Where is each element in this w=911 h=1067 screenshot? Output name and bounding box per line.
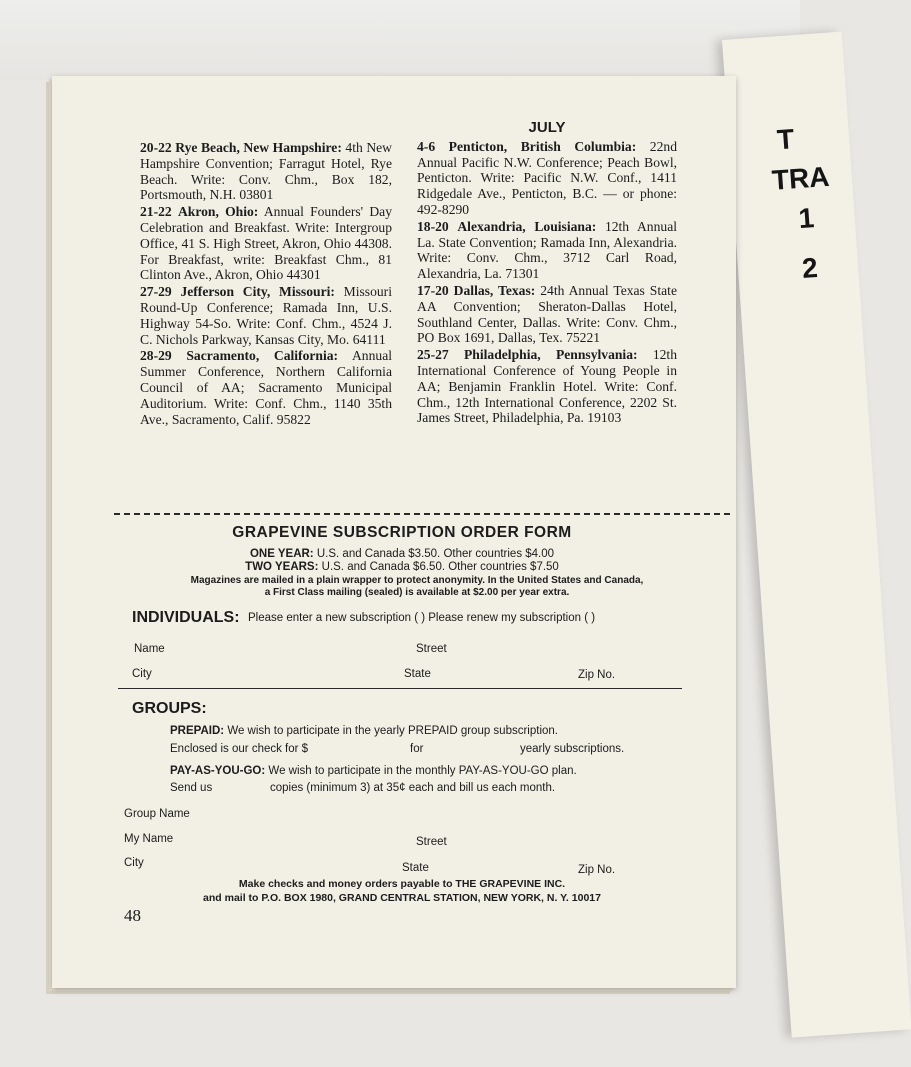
event-entry: 25-27 Philadelphia, Pennsylvania: 12th International Conference of Young People in AA; Benjamin Franklin Hotel. Write: Conf. Chm., 12th International Conference, 2202 St. James Street, Philadelphia, Pa. 19103 xyxy=(417,347,677,426)
enclosed-text: Enclosed is our check for $ xyxy=(170,743,309,755)
copies-text: copies (minimum 3) at 35¢ each and bill us each month. xyxy=(270,782,556,794)
zip-field-label[interactable]: Zip No. xyxy=(578,669,616,681)
form-title: GRAPEVINE SUBSCRIPTION ORDER FORM xyxy=(232,524,572,541)
send-us-text: Send us xyxy=(170,782,213,794)
rate-two-years: TWO YEARS: U.S. and Canada $6.50. Other countries $7.50 xyxy=(245,561,559,573)
state-field-label[interactable]: State xyxy=(404,668,431,680)
book-page xyxy=(52,76,736,988)
payable-note: Make checks and money orders payable to THE GRAPEVINE INC. xyxy=(238,878,566,890)
events-column-left xyxy=(140,140,392,428)
prepaid-option[interactable]: PREPAID: We wish to participate in the yearly PREPAID group subscription. xyxy=(170,725,558,737)
name-field-label[interactable]: Name xyxy=(134,643,165,655)
section-rule xyxy=(118,688,682,689)
groups-heading: GROUPS: xyxy=(132,700,207,717)
zip2-label[interactable]: Zip No. xyxy=(578,864,616,876)
group-name-label[interactable]: Group Name xyxy=(124,808,190,820)
facing-page-text: T xyxy=(776,123,796,156)
my-name-label[interactable]: My Name xyxy=(124,833,174,845)
street2-label[interactable]: Street xyxy=(416,836,447,848)
street-field-label[interactable]: Street xyxy=(416,643,447,655)
event-entry: 21-22 Akron, Ohio: Annual Founders' Day Celebration and Breakfast. Write: Intergroup Office, 41 S. High Street, Akron, Ohio 44308. For Breakfast, write: Breakfast Chm., 81 Clinton Ave., Akron, Ohio 44301 xyxy=(140,204,392,283)
individuals-options[interactable]: Please enter a new subscription ( ) Please renew my subscription ( ) xyxy=(248,612,596,624)
facing-page-text: TRA xyxy=(770,160,831,196)
for-text: for xyxy=(410,743,424,755)
facing-page-text: 2 xyxy=(801,251,819,284)
mailing-address: and mail to P.O. BOX 1980, GRAND CENTRAL STATION, NEW YORK, N. Y. 10017 xyxy=(203,892,601,904)
event-entry: 4-6 Penticton, British Columbia: 22nd Annual Pacific N.W. Conference; Peach Bowl, Penticton. Write: Pacific N.W. Conf., 1411 Ridgedale Ave., Penticton, B.C. — or phone: 492-8290 xyxy=(417,138,677,217)
event-entry: 18-20 Alexandria, Louisiana: 12th Annual La. State Convention; Ramada Inn, Alexandria. Write: Conv. Chm., 3712 Carl Road, Alexandria, La. 71301 xyxy=(417,218,678,282)
cut-line xyxy=(114,513,730,515)
city-field-label[interactable]: City xyxy=(132,668,152,680)
event-entry: 28-29 Sacramento, California: Annual Summer Conference, Northern California Council of AA; Sacramento Municipal Auditorium. Write: Conf. Chm., 1140 35th Ave., Sacramento, Calif. 95822 xyxy=(140,348,393,427)
page-number: 48 xyxy=(124,906,141,925)
month-heading: JULY xyxy=(528,119,566,136)
rate-one-year: ONE YEAR: U.S. and Canada $3.50. Other countries $4.00 xyxy=(249,548,555,560)
background xyxy=(0,0,800,80)
event-entry: 17-20 Dallas, Texas: 24th Annual Texas State AA Convention; Sheraton-Dallas Hotel, Southland Center, Dallas. Write: Conv. Chm., PO Box 1691, Dallas, Tex. 75221 xyxy=(417,282,677,346)
facing-page-text: 1 xyxy=(797,202,816,235)
mailing-note: Magazines are mailed in a plain wrapper to protect anonymity. In the United States and Canada, a First Class mailing (sealed) is available at $2.00 per year extra. xyxy=(190,575,644,598)
yearly-text: yearly subscriptions. xyxy=(520,743,625,755)
individuals-heading: INDIVIDUALS: xyxy=(132,609,240,626)
events-column-right xyxy=(417,120,677,427)
pay-as-you-go-option[interactable]: PAY-AS-YOU-GO: We wish to participate in the monthly PAY-AS-YOU-GO plan. xyxy=(170,765,577,777)
city2-label[interactable]: City xyxy=(124,857,144,869)
state2-label[interactable]: State xyxy=(402,862,429,874)
facing-page xyxy=(722,32,911,1038)
event-entry: 20-22 Rye Beach, New Hampshire: 4th New Hampshire Convention; Farragut Hotel, Rye Beach. Write: Conv. Chm., Box 182, Portsmouth, N.H. 03801 xyxy=(140,140,392,203)
event-entry: 27-29 Jefferson City, Missouri: Missouri Round-Up Conference; Ramada Inn, U.S. Highway 54-So. Write: Conf. Chm., 4524 J. C. Nichols Parkway, Kansas City, Mo. 64111 xyxy=(140,284,392,347)
